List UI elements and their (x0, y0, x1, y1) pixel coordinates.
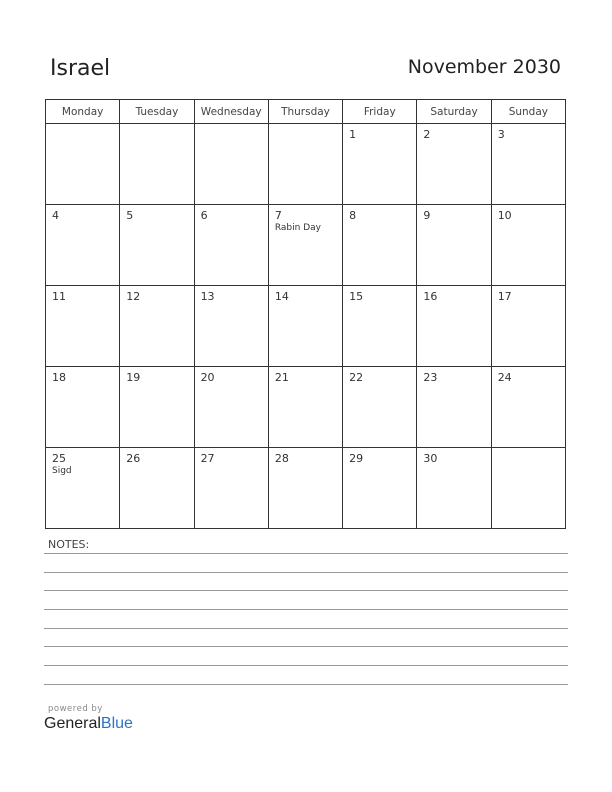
day-cell[interactable] (417, 124, 491, 205)
week-row (46, 367, 566, 448)
powered-by-text: powered by (48, 704, 103, 714)
weekday-header: Sunday (491, 100, 565, 124)
weekday-header-row (46, 100, 566, 124)
day-cell[interactable] (268, 205, 342, 286)
day-cell[interactable] (46, 448, 120, 529)
footer-branding (44, 704, 133, 733)
day-cell[interactable] (491, 286, 565, 367)
day-number: 5 (126, 209, 134, 222)
day-number: 27 (200, 452, 215, 465)
day-number: 3 (497, 128, 505, 141)
day-number: 29 (349, 452, 364, 465)
weekday-header: Tuesday (120, 100, 194, 124)
day-cell[interactable] (268, 367, 342, 448)
day-number: 2 (423, 128, 431, 141)
day-cell[interactable] (120, 124, 194, 205)
day-cell[interactable] (491, 205, 565, 286)
holiday-label: Sigd (52, 466, 72, 476)
day-number: 4 (52, 209, 59, 222)
notes-line (44, 646, 568, 647)
day-cell[interactable] (268, 286, 342, 367)
day-number: 14 (274, 290, 289, 303)
day-cell[interactable] (343, 448, 417, 529)
day-cell[interactable] (417, 286, 491, 367)
day-cell[interactable] (194, 367, 268, 448)
day-cell[interactable] (417, 367, 491, 448)
week-row (46, 124, 566, 205)
day-cell[interactable] (194, 124, 268, 205)
notes-line (44, 609, 568, 610)
day-cell[interactable] (46, 367, 120, 448)
day-number: 23 (423, 371, 438, 384)
day-number: 18 (52, 371, 66, 384)
weekday-header: Saturday (417, 100, 491, 124)
day-cell[interactable] (417, 205, 491, 286)
weekday-header: Thursday (268, 100, 342, 124)
day-cell[interactable] (268, 448, 342, 529)
day-cell[interactable] (46, 286, 120, 367)
day-number: 9 (423, 209, 431, 222)
day-cell[interactable] (268, 124, 342, 205)
day-number: 1 (349, 128, 357, 141)
day-cell[interactable] (120, 367, 194, 448)
day-number: 25 (52, 452, 66, 465)
notes-line (44, 665, 568, 666)
day-number: 17 (497, 290, 512, 303)
day-cell[interactable] (343, 124, 417, 205)
day-number: 24 (497, 371, 512, 384)
brand-general: General (44, 715, 101, 732)
day-number: 26 (126, 452, 141, 465)
notes-line (44, 553, 568, 554)
day-cell[interactable] (491, 448, 565, 529)
day-number: 12 (126, 290, 141, 303)
month-year-title: November 2030 (407, 56, 561, 78)
notes-line (44, 684, 568, 685)
week-row (46, 286, 566, 367)
day-cell[interactable] (120, 448, 194, 529)
day-cell[interactable] (194, 205, 268, 286)
notes-label: NOTES: (48, 538, 90, 551)
day-cell[interactable] (46, 124, 120, 205)
day-cell[interactable] (194, 448, 268, 529)
day-number: 13 (200, 290, 215, 303)
day-cell[interactable] (46, 205, 120, 286)
day-cell[interactable] (343, 205, 417, 286)
day-number: 8 (349, 209, 357, 222)
generalblue-logo[interactable] (44, 715, 133, 733)
calendar-grid (45, 99, 566, 529)
day-number: 15 (349, 290, 364, 303)
day-number: 22 (349, 371, 364, 384)
holiday-label: Rabin Day (274, 223, 321, 233)
brand-blue: Blue (100, 715, 133, 732)
notes-line (44, 628, 568, 629)
day-cell[interactable] (417, 448, 491, 529)
week-row (46, 448, 566, 529)
weekday-header: Monday (46, 100, 120, 124)
week-row (46, 205, 566, 286)
day-number: 28 (274, 452, 289, 465)
weekday-header: Friday (343, 100, 417, 124)
day-number: 11 (52, 290, 66, 303)
day-number: 19 (126, 371, 141, 384)
day-number: 20 (200, 371, 215, 384)
notes-line (44, 572, 568, 573)
notes-line (44, 590, 568, 591)
day-cell[interactable] (120, 286, 194, 367)
day-number: 21 (274, 371, 289, 384)
country-title: Israel (50, 56, 111, 81)
day-cell[interactable] (491, 367, 565, 448)
day-cell[interactable] (343, 367, 417, 448)
day-cell[interactable] (343, 286, 417, 367)
day-number: 30 (423, 452, 438, 465)
weekday-header: Wednesday (194, 100, 268, 124)
day-number: 16 (423, 290, 438, 303)
day-number: 6 (200, 209, 208, 222)
day-cell[interactable] (120, 205, 194, 286)
day-cell[interactable] (491, 124, 565, 205)
day-number: 10 (497, 209, 512, 222)
day-number: 7 (274, 209, 282, 222)
day-cell[interactable] (194, 286, 268, 367)
